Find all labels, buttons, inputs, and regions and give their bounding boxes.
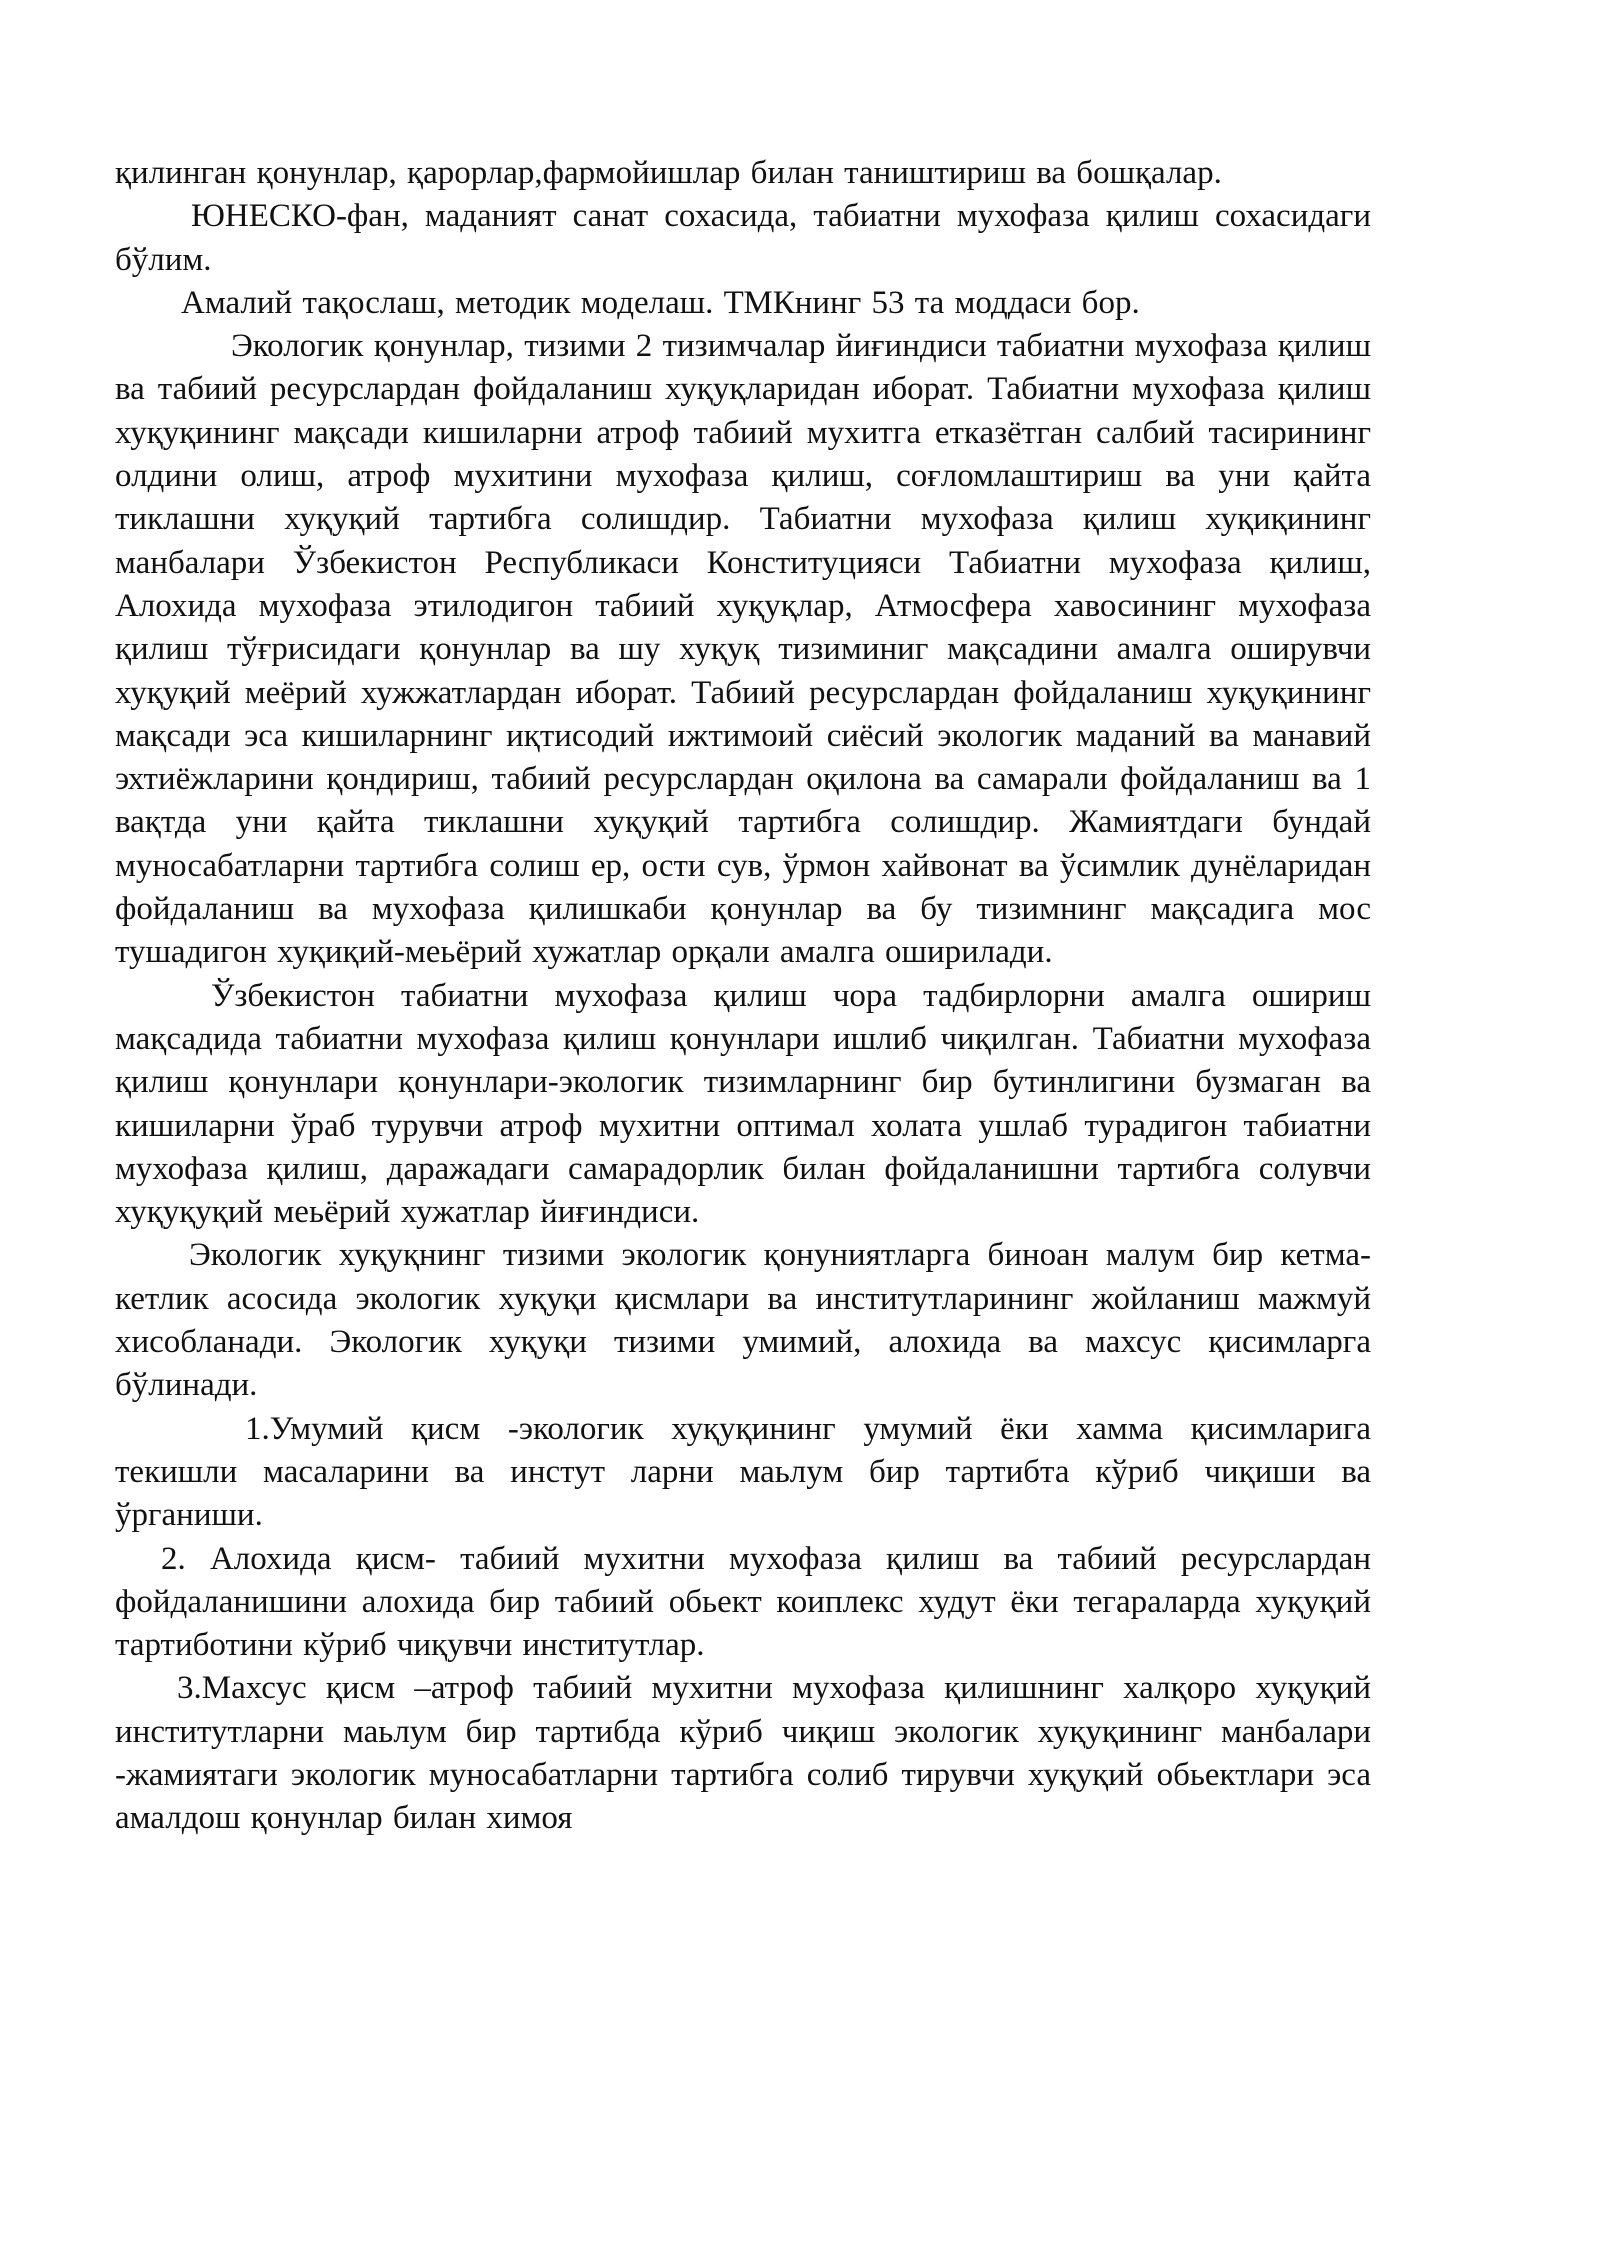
- paragraph-specific-part: 3.Махсус қисм –атроф табиий мухитни мухофаза қилишнинг халқоро хуқуқий институтларни маьлум бир тартибда кўриб чиқиш экологик хуқуқининг манбалари -жамиятаги экологик муносабатларни тартибга солиб тирувчи хуқуқий обьектлари эса амалдош қонунлар билан химоя: [115, 1670, 1371, 1837]
- paragraph-methods: Амалий тақослаш, методик моделаш. ТМКнинг 53 та моддаси бор.: [181, 284, 1140, 321]
- paragraph-legal-system: Экологик хуқуқнинг тизими экологик қонуниятларга биноан малум бир кетма-кетлик асосида экологик хуқуқи қисмлари ва институтларининг жойланиш мажмуй хисобланади. Экологик хуқуқи тизими умимий, алохида ва махсус қисимларга бўлинади.: [115, 1237, 1371, 1404]
- paragraph-special-part: 2. Алохида қисм- табиий мухитни мухофаза қилиш ва табиий ресурслардан фойдаланишини алохида бир табиий обьект коиплекс худут ёки тегараларда хуқуқий тартиботини кўриб чиқувчи институтлар.: [115, 1540, 1371, 1664]
- paragraph-unesco: ЮНЕСКО-фан, маданият санат сохасида, табиатни мухофаза қилиш сохасидаги бўлим.: [115, 198, 1371, 278]
- paragraph-uzbekistan-measures: Ўзбекистон табиатни мухофаза қилиш чора тадбирлорни амалга ошириш мақсадида табиатни мухофаза қилиш қонунлари ишлиб чиқилган. Табиатни мухофаза қилиш қонунлари қонунлари-экологик тизимларнинг бир бутинлигини бузмаган ва кишиларни ўраб турувчи атроф мухитни оптимал холата ушлаб турадигон табиатни мухофаза қилиш, даражадаги самарадорлик билан фойдаланишни тартибга солувчи хуқуқуқий меьёрий хужатлар йиғиндиси.: [115, 977, 1371, 1231]
- paragraph-ecological-laws: Экологик қонунлар, тизими 2 тизимчалар йиғиндиси табиатни мухофаза қилиш ва табиий ресурслардан фойдаланиш хуқуқларидан иборат. Табиатни мухофаза қилиш хуқуқининг мақсади кишиларни атроф табиий мухитга етказётган салбий тасирининг олдини олиш, атроф мухитини мухофаза қилиш, соғломлаштириш ва уни қайта тиклашни хуқуқий тартибга солишдир. Табиатни мухофаза қилиш хуқиқининг манбалари Ўзбекистон Республикаси Конституцияси Табиатни мухофаза қилиш, Алохида мухофаза этилодигон табиий хуқуқлар, Атмосфера хавосининг мухофаза қилиш тўғрисидаги қонунлар ва шу хуқуқ тизиминиг мақсадини амалга оширувчи хуқуқий меёрий хужжатлардан иборат. Табиий ресурслардан фойдаланиш хуқуқининг мақсади эса кишиларнинг иқтисодий ижтимоий сиёсий экологик маданий ва манавий эхтиёжларини қондириш, табиий ресурслардан оқилона ва самарали фойдаланиш ва 1 вақтда уни қайта тиклашни хуқуқий тартибга солишдир. Жамиятдаги бундай муносабатларни тартибга солиш ер, ости сув, ўрмон хайвонат ва ўсимлик дунёларидан фойдаланиш ва мухофаза қилишкаби қонунлар ва бу тизимнинг мақсадига мос тушадигон хуқиқий-меьёрий хужатлар орқали амалга оширилади.: [115, 328, 1371, 971]
- paragraph-laws-intro: қилинган қонунлар, қарорлар,фармойишлар билан таништириш ва бошқалар.: [115, 155, 1222, 191]
- document-page: [115, 152, 1371, 1841]
- paragraph-general-part: 1.Умумий қисм -экологик хуқуқининг умумий ёки хамма қисимларига текишли масаларини ва инстут ларни маьлум бир тартибта кўриб чиқиши ва ўрганиши.: [115, 1410, 1371, 1534]
